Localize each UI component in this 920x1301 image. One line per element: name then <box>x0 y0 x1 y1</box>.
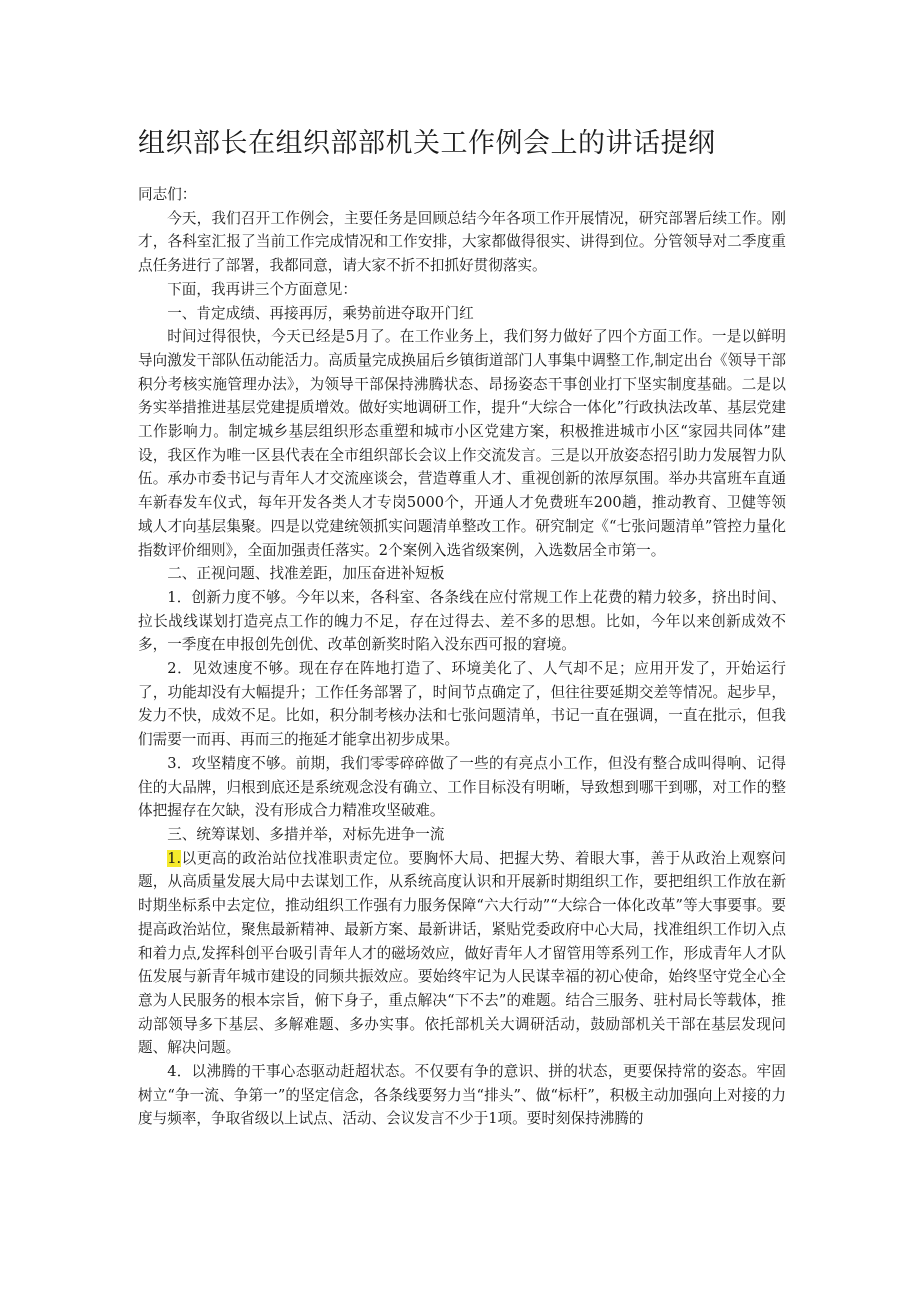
salutation: 同志们： <box>138 186 197 203</box>
paragraph-intro: 今天，我们召开工作例会，主要任务是回顾总结今年各项工作开展情况，研究部署后续工作。刚才，各科室汇报了当前工作完成情况和工作安排，大家都做得很实、讲得到位。分管领导对二季度重点任务进行了部署，我都同意，请大家不折不扣抓好贯彻落实。 <box>138 209 786 275</box>
document-body <box>138 183 786 1131</box>
section-heading-3: 三、统筹谋划、多措并举，对标先进争一流 <box>167 825 445 843</box>
measure-item-1 <box>138 847 786 1060</box>
section-heading-1: 一、肯定成绩、再接再厉，乘势前进夺取开门红 <box>167 304 474 322</box>
problem-item-1: 1．创新力度不够。今年以来，各科室、各条线在应付常规工作上花费的精力较多，挤出时间、拉长战线谋划打造亮点工作的魄力不足，存在过得去、差不多的思想。比如，今年以来创新成效不多，一季度在申报创先创优、改革创新奖时陷入没东西可报的窘境。 <box>138 588 786 654</box>
highlighted-marker: 1. <box>167 849 182 867</box>
measure-item-1-text: 以更高的政治站位找准职责定位。要胸怀大局、把握大势、着眼大事，善于从政治上观察问题，从高质量发展大局中去谋划工作，从系统高度认识和开展新时期组织工作，要把组织工作放在新时期坐标系中去定位，推动组织工作强有力服务保障“六大行动”“大综合一体化改革”等大事要事。要提高政治站位，聚焦最新精神、最新方案、最新讲话，紧贴党委政府中心大局，找准组织工作切入点和着力点,发挥科创平台吸引青年人才的磁场效应，做好青年人才留管用等系列工作，形成青年人才队伍发展与新青年城市建设的同频共振效应。要始终牢记为人民谋幸福的初心使命，始终坚守党全心全意为人民服务的根本宗旨，俯下身子，重点解决“下不去”的难题。结合三服务、驻村局长等载体，推动部领导多下基层、多解难题、多办实事。依托部机关大调研活动，鼓励部机关干部在基层发现问题、解决问题。 <box>138 849 786 1057</box>
document-title: 组织部长在组织部部机关工作例会上的讲话提纲 <box>138 128 716 159</box>
section-heading-2: 二、正视问题、找准差距，加压奋进补短板 <box>167 565 445 583</box>
measure-item-4: 4．以沸腾的干事心态驱动赶超状态。不仅要有争的意识、拼的状态，更要保持常的姿态。牢固树立“争一流、争第一”的坚定信念，各条线要努力当“排头”、做“标杆”，积极主动加强向上对接的力度与频率，争取省级以上试点、活动、会议发言不少于1项。要时刻保持沸腾的 <box>138 1063 786 1128</box>
problem-item-3: 3．攻坚精度不够。前期，我们零零碎碎做了一些的有亮点小工作，但没有整合成叫得响、记得住的大品牌，归根到底还是系统观念没有确立、工作目标没有明晰，导致想到哪干到哪，对工作的整体把握存在欠缺，没有形成合力精准攻坚破难。 <box>138 754 786 820</box>
paragraph-achievements: 时间过得很快，今天已经是5月了。在工作业务上，我们努力做好了四个方面工作。一是以鲜明导向激发干部队伍动能活力。高质量完成换届后乡镇街道部门人事集中调整工作,制定出台《领导干部积分考核实施管理办法》，为领导干部保持沸腾状态、昂扬姿态干事创业打下坚实制度基础。二是以务实举措推进基层党建提质增效。做好实地调研工作，提升“大综合一体化”行政执法改革、基层党建工作影响力。制定城乡基层组织形态重塑和城市小区党建方案，积极推进城市小区“家园共同体”建设，我区作为唯一区县代表在全市组织部长会议上作交流发言。三是以开放姿态招引助力发展智力队伍。承办市委书记与青年人才交流座谈会，营造尊重人才、重视创新的浓厚氛围。举办共富班车直通车新春发车仪式，每年开发各类人才专岗5000个，开通人才免费班车200趟，推动教育、卫健等领域人才向基层集聚。四是以党建统领抓实问题清单整改工作。研究制定《“七张问题清单”管控力量化指数评价细则》，全面加强责任落实。2个案例入选省级案例，入选数居全市第一。 <box>138 328 786 559</box>
problem-item-2: 2．见效速度不够。现在存在阵地打造了、环境美化了、人气却不足；应用开发了，开始运行了，功能却没有大幅提升；工作任务部署了，时间节点确定了，但往往要延期交差等情况。起步早，发力不快，成效不足。比如，积分制考核办法和七张问题清单，书记一直在强调，一直在批示，但我们需要一而再、再而三的拖延才能拿出初步成果。 <box>138 660 786 749</box>
paragraph-transition: 下面，我再讲三个方面意见： <box>167 280 357 298</box>
